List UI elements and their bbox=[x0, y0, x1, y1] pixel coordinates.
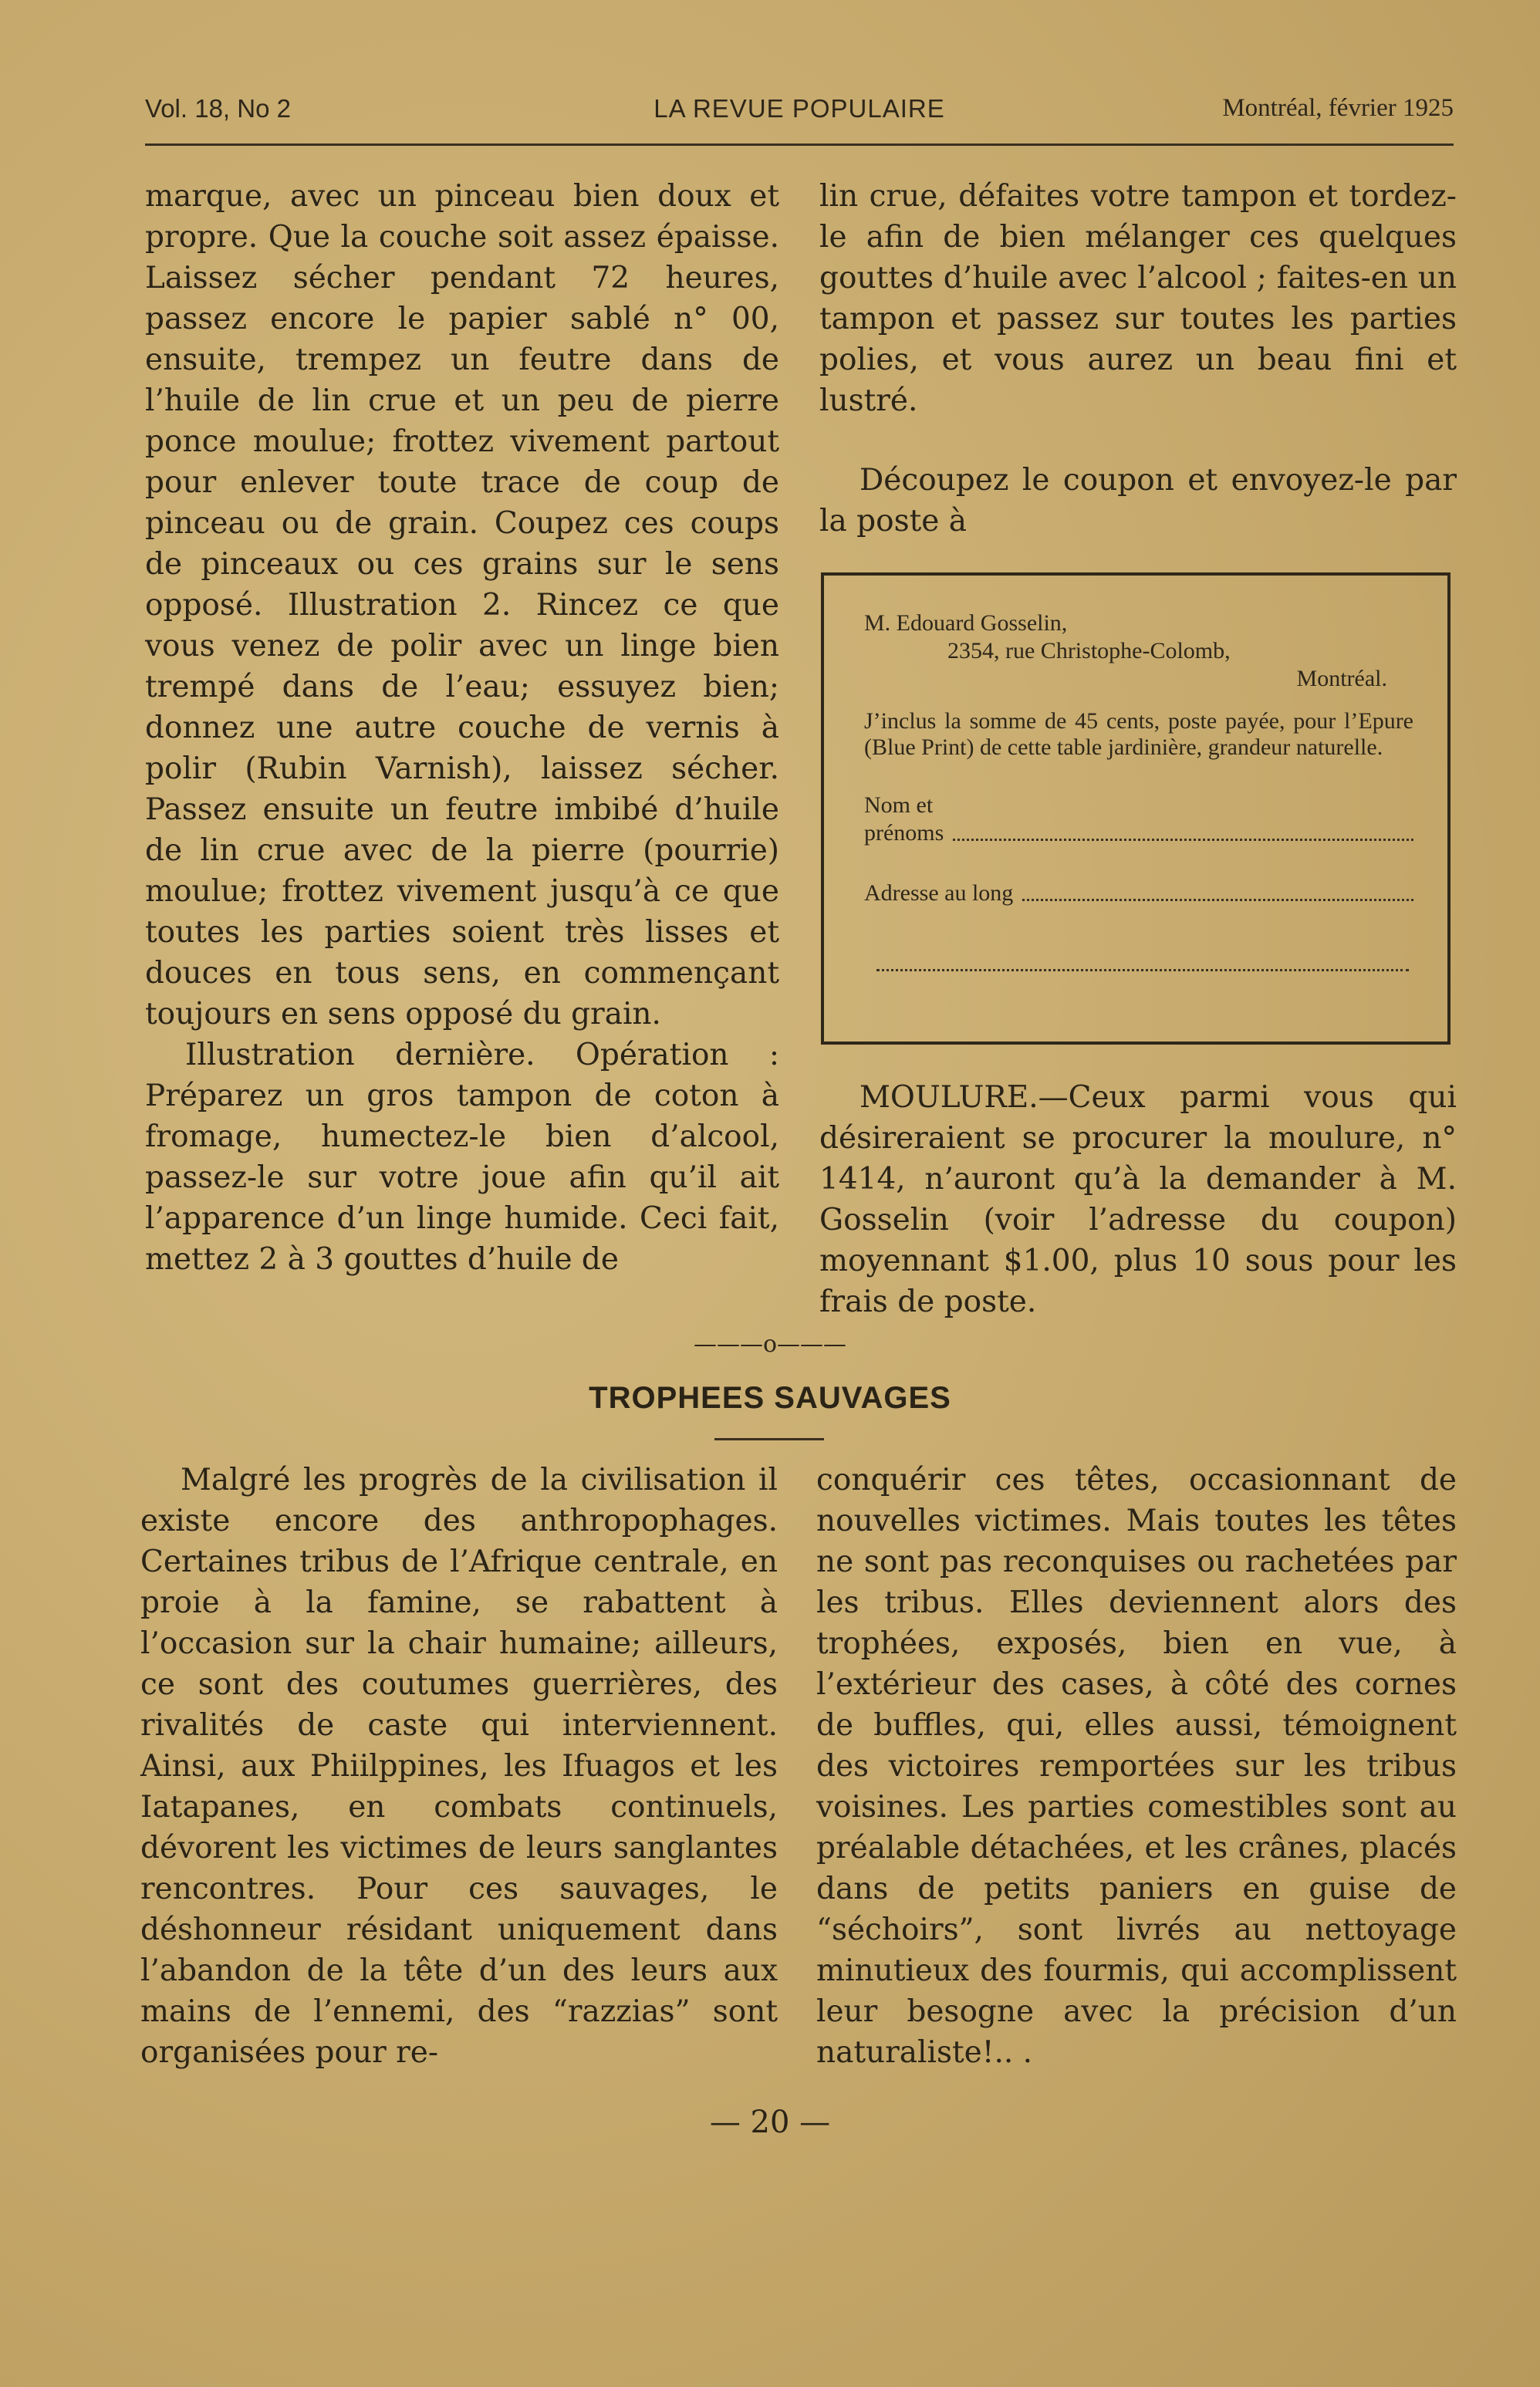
coupon-address-field bbox=[864, 880, 1413, 907]
article1-column-right bbox=[819, 176, 1457, 421]
publication-title: LA REVUE POPULAIRE bbox=[653, 94, 945, 123]
coupon-instruction bbox=[819, 460, 1457, 542]
article1-paragraph: MOULURE.—Ceux parmi vous qui désireraient se procurer la moulure, n° 1414, n’auront qu’à la demander à M. Gosselin (voir l’adresse du coupon) moyennant $1.00, plus 10 sous pour les frais de poste. bbox=[819, 1080, 1457, 1319]
section-separator: ———o——— bbox=[693, 1331, 847, 1358]
running-header bbox=[145, 94, 1454, 133]
header-rule bbox=[145, 143, 1454, 146]
coupon-name-field bbox=[864, 792, 1413, 847]
order-coupon bbox=[821, 572, 1451, 1045]
article1-paragraph: Illustration dernière. Opération : Préparez un gros tampon de coton à fromage, humectez-le bien d’alcool, passez-le sur votre joue afin qu’il ait l’apparence d’un linge humide. Ceci fait, mettez 2 à 3 gouttes d’huile de bbox=[145, 1038, 779, 1277]
issue-date: Montréal, février 1925 bbox=[1222, 94, 1454, 122]
moulure-note bbox=[819, 1077, 1457, 1322]
article2-column-left bbox=[140, 1460, 778, 2073]
coupon-enclosure-text: J’inclus la somme de 45 cents, poste payée, pour l’Epure (Blue Print) de cette table jardinière, grandeur naturelle. bbox=[864, 708, 1413, 760]
coupon-recipient-name: M. Edouard Gosselin, bbox=[864, 610, 1068, 636]
volume-number: Vol. 18, No 2 bbox=[145, 94, 291, 123]
article2-title: TROPHEES SAUVAGES bbox=[589, 1381, 951, 1415]
article2-paragraph: Malgré les progrès de la civilisation il existe encore des anthropophages. Certaines tribus de l’Afrique centrale, en proie à la famine, se rabattent à l’occasion sur la chair humaine; ailleurs, ce sont des coutumes guerrières, des rivalités de caste qui interviennent. Ainsi, aux Phiilppines, les Ifuagos et les Iatapanes, en combats continuels, dévorent les victimes de leurs sanglantes rencontres. Pour ces sauvages, le déshonneur résidant uniquement dans l’abandon de la tête d’un des leurs aux mains de l’ennemi, des “razzias” sont organisées pour re- bbox=[140, 1463, 778, 2070]
coupon-recipient-city: Montréal. bbox=[1296, 666, 1387, 691]
article1-column-left bbox=[145, 176, 779, 1280]
coupon-address-extra-line bbox=[876, 938, 1409, 971]
page-number: — 20 — bbox=[709, 2105, 831, 2140]
coupon-name-dotted-line bbox=[953, 838, 1413, 841]
article2-column-right bbox=[816, 1460, 1457, 2073]
coupon-name-label: Nom et prénoms bbox=[864, 792, 944, 846]
article1-paragraph: marque, avec un pinceau bien doux et propre. Que la couche soit assez épaisse. Laissez sécher pendant 72 heures, passez encore le papier sablé n° 00, ensuite, trempez un feutre dans de l’huile de lin crue et un peu de pierre ponce moulue; frottez vivement partout pour enlever toute trace de coup de pinceau ou de grain. Coupez ces coups de pinceaux ou ces grains sur le sens opposé. Illustration 2. Rincez ce que vous venez de polir avec un linge bien trempé dans de l’eau; essuyez bien; donnez une autre couche de vernis à polir (Rubin Varnish), laissez sécher. Passez ensuite un feutre imbibé d’huile de lin crue avec de la pierre (pourrie) moulue; frottez vivement jusqu’à ce que toutes les parties soient très lisses et douces en tous sens, en commençant toujours en sens opposé du grain. bbox=[145, 179, 779, 1031]
article1-paragraph: Découpez le coupon et envoyez-le par la poste à bbox=[819, 463, 1457, 539]
coupon-recipient-street: 2354, rue Christophe-Colomb, bbox=[947, 638, 1231, 663]
article1-paragraph: lin crue, défaites votre tampon et tordez-le afin de bien mélanger ces quelques gouttes d’huile avec l’alcool ; faites-en un tampon et passez sur toutes les parties polies, et vous aurez un beau fini et lustré. bbox=[819, 179, 1457, 418]
article2-paragraph: conquérir ces têtes, occasionnant de nouvelles victimes. Mais toutes les têtes ne sont pas reconquises ou rachetées par les tribus. Elles deviennent alors des trophées, exposés, bien en vue, à l’extérieur des cases, à côté des cornes de buffles, qui, elles aussi, témoignent des victoires remportées sur les tribus voisines. Les parties comestibles sont au préalable détachées, et les crânes, placés dans de petits paniers en guise de “séchoirs”, sont livrés au nettoyage minutieux des fourmis, qui accomplissent leur besogne avec la précision d’un naturaliste!.. . bbox=[816, 1463, 1457, 2070]
title-underline bbox=[714, 1438, 824, 1440]
coupon-address-dotted-line bbox=[1022, 898, 1413, 901]
coupon-address-label: Adresse au long bbox=[864, 880, 1014, 906]
